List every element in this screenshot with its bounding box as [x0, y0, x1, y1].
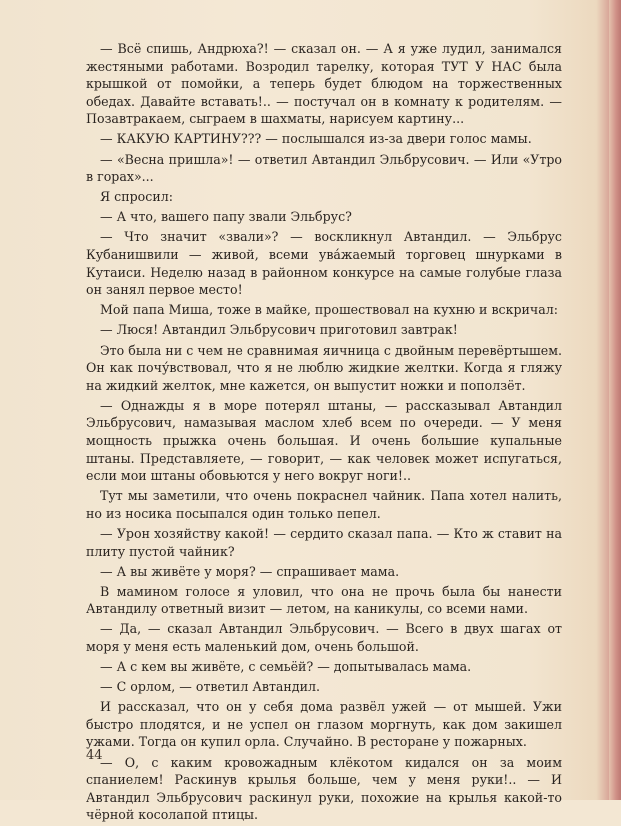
- paragraph: — КАКУЮ КАРТИНУ??? — послышался из-за двери голос мамы.: [100, 131, 532, 147]
- paragraph: — Однажды я в море потерял штаны, — рассказывал Автандил Эльбрусович, намазывая маслом хлеб всем по очереди. — У меня мощность прыжка очень большая. И очень большие купальные штаны. Представляете, — говорит, — как человек может испугаться, если мои штаны обовьются у него вокруг ноги!..: [86, 397, 562, 484]
- paragraph: Тут мы заметили, что очень покраснел чайник. Папа хотел налить, но из носика посыпался один только пепел.: [86, 488, 562, 521]
- paragraph: — Да, — сказал Автандил Эльбрусович. — Всего в двух шагах от моря у меня есть маленький дом, очень большой.: [86, 621, 562, 654]
- paragraph: И рассказал, что он у себя дома развёл ужей — от мышей. Ужи быстро плодятся, и не успел он глазом моргнуть, как дом закишел ужами. Тогда он купил орла. Случайно. В ресторане у пожарных.: [86, 699, 562, 750]
- page-edge: [609, 0, 621, 800]
- paragraph: — А с кем вы живёте, с семьёй? — допытывалась мама.: [100, 659, 472, 675]
- paragraph: — «Весна пришла»! — ответил Автандил Эльбрусович. — Или «Утро в горах»...: [86, 151, 562, 185]
- paragraph: — О, с каким кровожадным клёкотом кидался он за моим спаниелем! Раскинув крылья больше, чем у меня руки!.. — И Автандил Эльбрусович раскинул руки, похожие на крылья какой-то чёрной косолапой птицы.: [86, 754, 562, 823]
- paragraph: В мамином голосе я уловил, что она не прочь была бы нанести Автандилу ответный визит — летом, на каникулы, со всеми нами.: [86, 583, 562, 617]
- paragraph: — Что значит «звали»? — воскликнул Автандил. — Эльбрус Кубанишвили — живой, всеми ува́жаемый торговец шнурками в Кутаиси. Неделю назад в районном конкурсе на самые голубые глаза он занял первое место!: [86, 229, 562, 298]
- page-text: [86, 40, 562, 826]
- paragraph: — Всё спишь, Андрюха?! — сказал он. — А я уже лудил, занимался жестяными работами. Возродил тарелку, которая ТУТ У НАС была крышкой от помойки, а теперь будет блюдом на торжественных обедах. Давайте вставать!.. — постучал он в комнату к родителям. — Позавтракаем, сыграем в шахматы, нарисуем картину...: [86, 41, 562, 127]
- page-number: 44: [86, 748, 103, 763]
- paragraph: — Урон хозяйству какой! — сердито сказал папа. — Кто ж ставит на плиту пустой чайник?: [86, 525, 562, 559]
- paragraph: — А что, вашего папу звали Эльбрус?: [100, 209, 352, 225]
- paragraph: — Люся! Автандил Эльбрусович приготовил завтрак!: [100, 322, 458, 338]
- paragraph: — С орлом, — ответил Автандил.: [100, 679, 320, 695]
- paragraph: Мой папа Миша, тоже в майке, прошествовал на кухню и вскричал:: [100, 302, 558, 318]
- paragraph: — А вы живёте у моря? — спрашивает мама.: [100, 563, 400, 579]
- paragraph: Это была ни с чем не сравнимая яичница с двойным перевёртышем. Он как почу́вствовал, что я не люблю жидкие желтки. Когда я гляжу на жидкий желток, мне кажется, он выпустит ножки и поползёт.: [86, 342, 562, 393]
- paragraph: Я спросил:: [100, 189, 173, 205]
